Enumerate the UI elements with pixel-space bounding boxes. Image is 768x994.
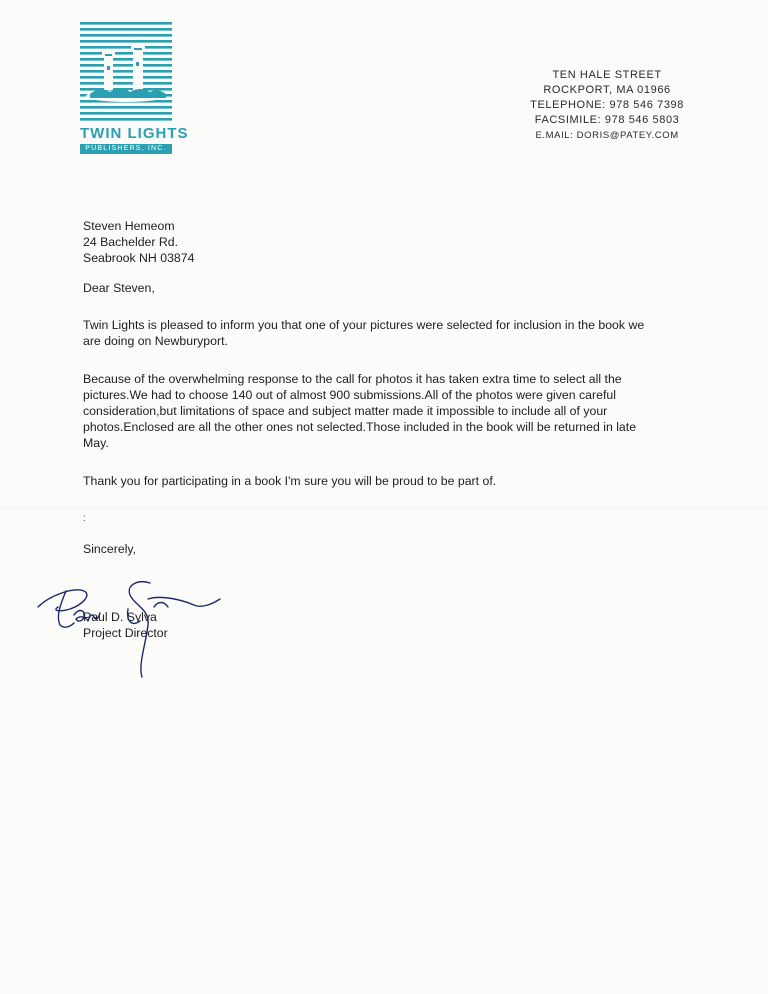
email-line: E.MAIL: DORIS@PATEY.COM (535, 130, 679, 141)
recipient-name: Steven Hemeom (83, 219, 175, 233)
closing: Sincerely, (83, 542, 137, 556)
address-street: TEN HALE STREET (552, 69, 662, 81)
recipient-address (83, 218, 663, 266)
telephone-line: TELEPHONE: 978 546 7398 (530, 99, 684, 111)
handwritten-signature (30, 565, 230, 685)
paragraph-thank-you: Thank you for participating in a book I'm sure you will be proud to be part of. (83, 474, 497, 488)
recipient-street: 24 Bachelder Rd. (83, 235, 179, 249)
salutation: Dear Steven, (83, 281, 155, 295)
lighthouse-logo-icon (80, 22, 172, 122)
company-logo (80, 22, 189, 154)
company-name: TWIN LIGHTS (80, 125, 189, 142)
facsimile-line: FACSIMILE: 978 546 5803 (534, 114, 680, 126)
recipient-city: Seabrook NH 03874 (83, 251, 195, 265)
paragraph-selection-details: Because of the overwhelming response to the call for photos it has taken extra time to select all the pictures.We had to choose 140 out of almost 900 submissions.All of the photos were given careful consideration,but limitations of space and subject matter made it impossible to include all of your photos.Enclosed are all the other ones not selected.Those included in the book will be returned in late May. (83, 372, 637, 450)
stray-mark: : (83, 513, 86, 524)
signer-name: Paul D. Sylva (83, 610, 157, 624)
signer-title: Project Director (83, 626, 168, 640)
paragraph-selection-notice: Twin Lights is pleased to inform you that one of your pictures were selected for inclusion in the book we are doing on Newburyport. (83, 318, 645, 348)
address-city: ROCKPORT, MA 01966 (543, 84, 671, 96)
company-subtitle: PUBLISHERS, INC. (80, 144, 172, 154)
company-address-block (530, 68, 684, 143)
